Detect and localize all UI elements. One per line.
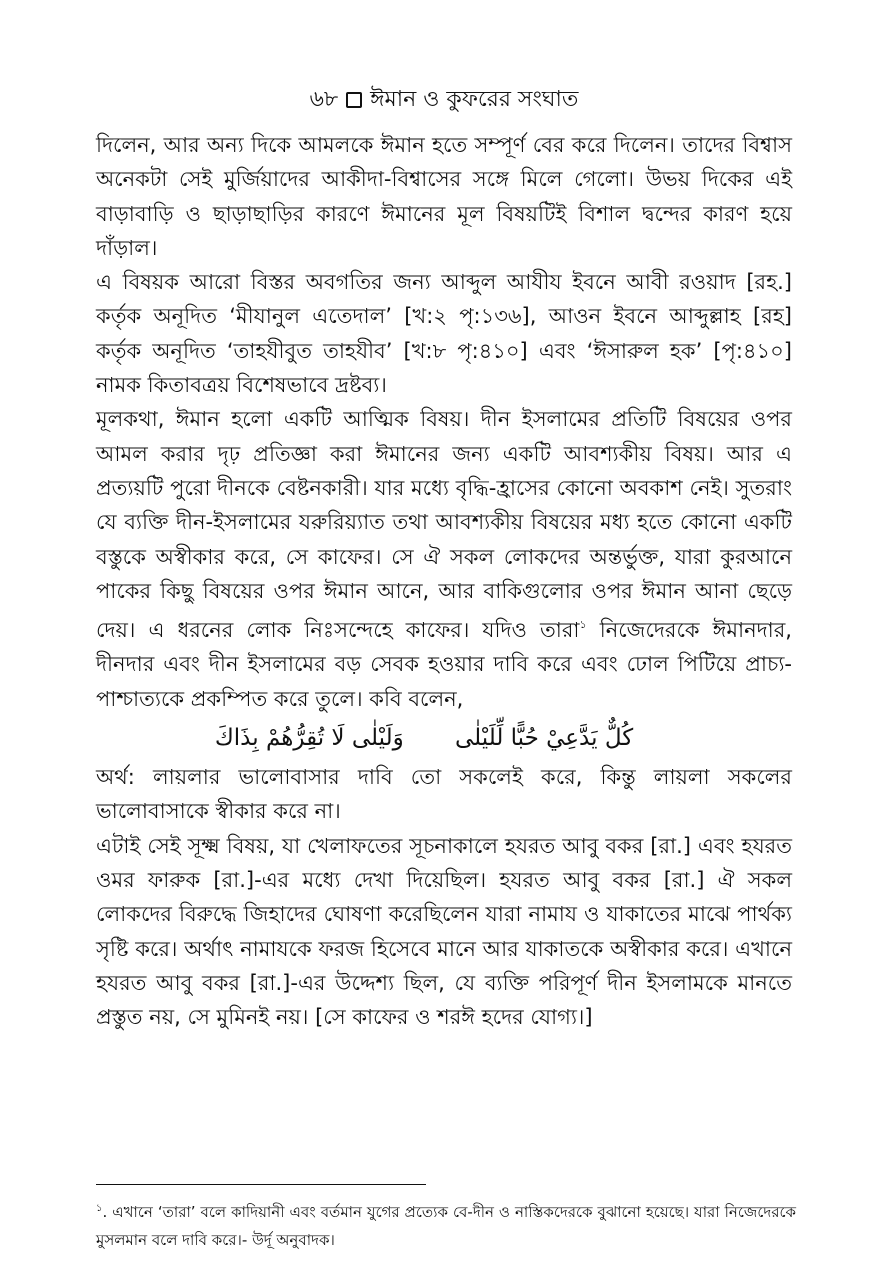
verse-translation: অর্থ: লায়লার ভালোবাসার দাবি তো সকলেই করে, কিন্তু লায়লা সকলের ভালোবাসাকে স্বীকার করে না।	[96, 765, 792, 824]
page-header	[96, 80, 792, 120]
footnote-divider	[96, 1184, 426, 1185]
arabic-verse	[96, 716, 792, 760]
verse-hemistich-2: وَلَيْلٰى لَا تُقِرُّهُمْ بِذَاكَ	[214, 725, 404, 752]
verse-hemistich-1: كُلٌّ يَدَّعِيْ حُبًّا لِّلَيْلٰى	[455, 725, 634, 752]
paragraph-2: এ বিষয়ক আরো বিস্তর অবগতির জন্য আব্দুল আযীয ইবনে আবী রওয়াদ [রহ.] কর্তৃক অনূদিত ‘মীযানুল এতেদাল’ [খ:২ পৃ:১৩৬], আওন ইবনে আব্দুল্লাহ [রহ] কর্তৃক অনূদিত ‘তাহযীবুত তাহযীব’ [খ:৮ পৃ:৪১০] এবং ‘ঈসারুল হক’ [পৃ:৪১০] নামক কিতাবত্রয় বিশেষভাবে দ্রষ্টব্য।	[96, 270, 792, 398]
paragraph-3-part-1: মূলকথা, ঈমান হলো একটি আত্মিক বিষয়। দীন ইসলামের প্রতিটি বিষয়ের ওপর আমল করার দৃঢ় প্রতিজ্ঞা করা ঈমানের জন্য একটি আবশ্যকীয় বিষয়। আর এ প্রত্যয়টি পুরো দীনকে বেষ্টনকারী। যার মধ্যে বৃদ্ধি-হ্রাসের কোনো অবকাশ নেই। সুতরাং যে ব্যক্তি দীন-ইসলামের যরুরিয়্যাত তথা আবশ্যকীয় বিষয়ের মধ্য হতে কোনো একটি বস্তুকে অস্বীকার করে, সে কাফের। সে ঐ সকল লোকদের অন্তর্ভুক্ত, যারা কুরআনে পাকের কিছু বিষয়ের ওপর ঈমান আনে, আর বাকিগুলোর ওপর ঈমান আনা ছেড়ে দেয়। এ ধরনের লোক নিঃসন্দেহে কাফের। যদিও তারা	[96, 407, 792, 643]
footnote-marker: ১	[96, 1203, 103, 1214]
footnote-text: . এখানে ‘তারা’ বলে কাদিয়ানী এবং বর্তমান যুগের প্রত্যেক বে-দীন ও নাস্তিকদেরকে বুঝানো হয়েছে। যারা নিজেদেরকে মুসলমান বলে দাবি করে।- উর্দূ অনুবাদক।	[96, 1203, 796, 1249]
paragraph-3-part-2: নিজেদেরকে ঈমানদার, দীনদার এবং দীন ইসলামের বড় সেবক হওয়ার দাবি করে এবং ঢোল পিটিয়ে প্রাচ্য-পাশ্চাত্যকে প্রকম্পিত করে তুলে। কবি বলেন,	[96, 618, 792, 711]
book-page	[96, 80, 796, 1260]
footnote-reference[interactable]: ১	[579, 618, 587, 632]
paragraph-3	[96, 402, 792, 716]
paragraph-1: দিলেন, আর অন্য দিকে আমলকে ঈমান হতে সম্পূর্ণ বের করে দিলেন। তাদের বিশ্বাস অনেকটা সেই মুর্জিয়াদের আকীদা-বিশ্বাসের সঙ্গে মিলে গেলো। উভয় দিকের এই বাড়াবাড়ি ও ছাড়াছাড়ির কারণে ঈমানের মূল বিষয়টিই বিশাল দ্বন্দের কারণ হয়ে দাঁড়াল।	[96, 133, 792, 260]
footnote	[96, 1195, 796, 1254]
page-number: ৬৮	[309, 87, 339, 112]
paragraph-5: এটাই সেই সূক্ষ্ম বিষয়, যা খেলাফতের সূচনাকালে হযরত আবু বকর [রা.] এবং হযরত ওমর ফারুক [রা.]-এর মধ্যে দেখা দিয়েছিল। হযরত আবু বকর [রা.] ঐ সকল লোকদের বিরুদ্ধে জিহাদের ঘোষণা করেছিলেন যারা নামায ও যাকাতের মাঝে পার্থক্য সৃষ্টি করে। অর্থাৎ নামাযকে ফরজ হিসেবে মানে আর যাকাতকে অস্বীকার করে। এখানে হযরত আবু বকর [রা.]-এর উদ্দেশ্য ছিল, যে ব্যক্তি পরিপূর্ণ দীন ইসলামকে মানতে প্রস্তুত নয়, সে মুমিনই নয়। [সে কাফের ও শরঈ হদের যোগ্য।]	[96, 833, 792, 1030]
square-icon	[346, 92, 362, 108]
running-title: ঈমান ও কুফরের সংঘাত	[370, 87, 579, 112]
